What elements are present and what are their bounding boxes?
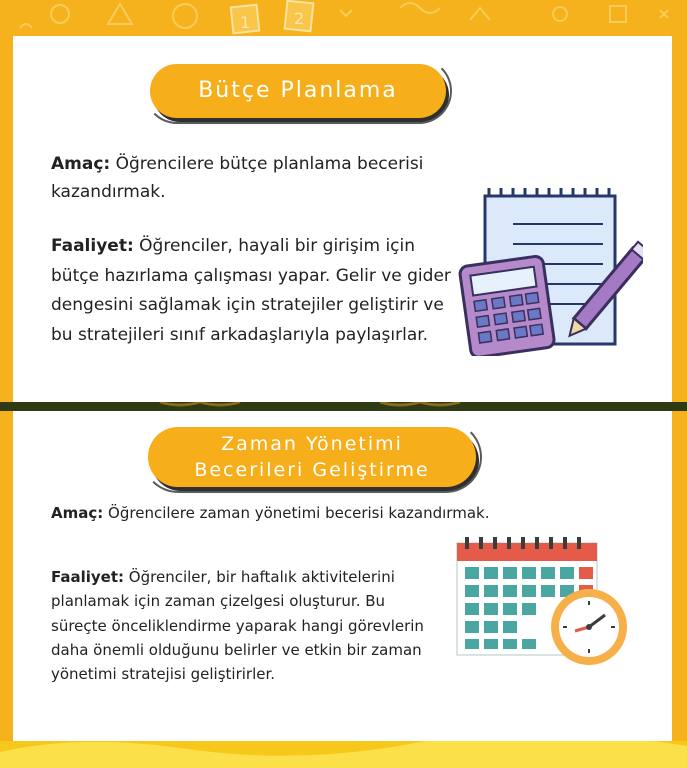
notepad-calculator-pencil-icon bbox=[453, 186, 643, 356]
time-goal-label: Amaç: bbox=[51, 504, 104, 522]
budget-activity-label: Faaliyet: bbox=[51, 236, 134, 256]
budget-activity-paragraph bbox=[51, 232, 451, 350]
budget-planning-title-text: Bütçe Planlama bbox=[198, 78, 398, 103]
time-activity-text: Öğrenciler, bir haftalık aktivitelerini planlamak için zaman çizelgesi oluşturur. Bu süreçte önceliklendirme yaparak hangi görevlerin daha önemli olduğunu belirler ve etkin bir zaman yönetimi stratejisi geliştirirler. bbox=[51, 568, 424, 684]
time-goal-text: Öğrencilere zaman yönetimi becerisi kazandırmak. bbox=[108, 504, 490, 522]
calendar-clock-icon bbox=[451, 535, 651, 675]
time-activity-label: Faaliyet: bbox=[51, 568, 125, 586]
time-management-title-line2: Becerileri Geliştirme bbox=[194, 459, 430, 481]
time-activity-paragraph bbox=[51, 565, 431, 686]
block-label-2: 2 bbox=[294, 9, 305, 28]
budget-planning-title bbox=[150, 64, 446, 118]
budget-activity-text: Öğrenciler, hayali bir girişim için bütçe hazırlama çalışması yapar. Gelir ve gider dengesini sağlamak için stratejiler geliştirir ve bu stratejileri sınıf arkadaşlarıyla paylaşırlar. bbox=[51, 236, 451, 345]
budget-planning-card bbox=[13, 36, 672, 402]
budget-goal-label: Amaç: bbox=[51, 154, 111, 174]
time-goal-paragraph bbox=[51, 501, 491, 525]
time-management-title-line1: Zaman Yönetimi bbox=[221, 433, 403, 455]
time-management-card bbox=[13, 411, 672, 741]
budget-goal-text: Öğrencilere bütçe planlama becerisi kazandırmak. bbox=[51, 154, 424, 202]
block-label-1: 1 bbox=[240, 13, 251, 32]
budget-goal-paragraph bbox=[51, 150, 491, 206]
time-management-title bbox=[148, 427, 476, 487]
